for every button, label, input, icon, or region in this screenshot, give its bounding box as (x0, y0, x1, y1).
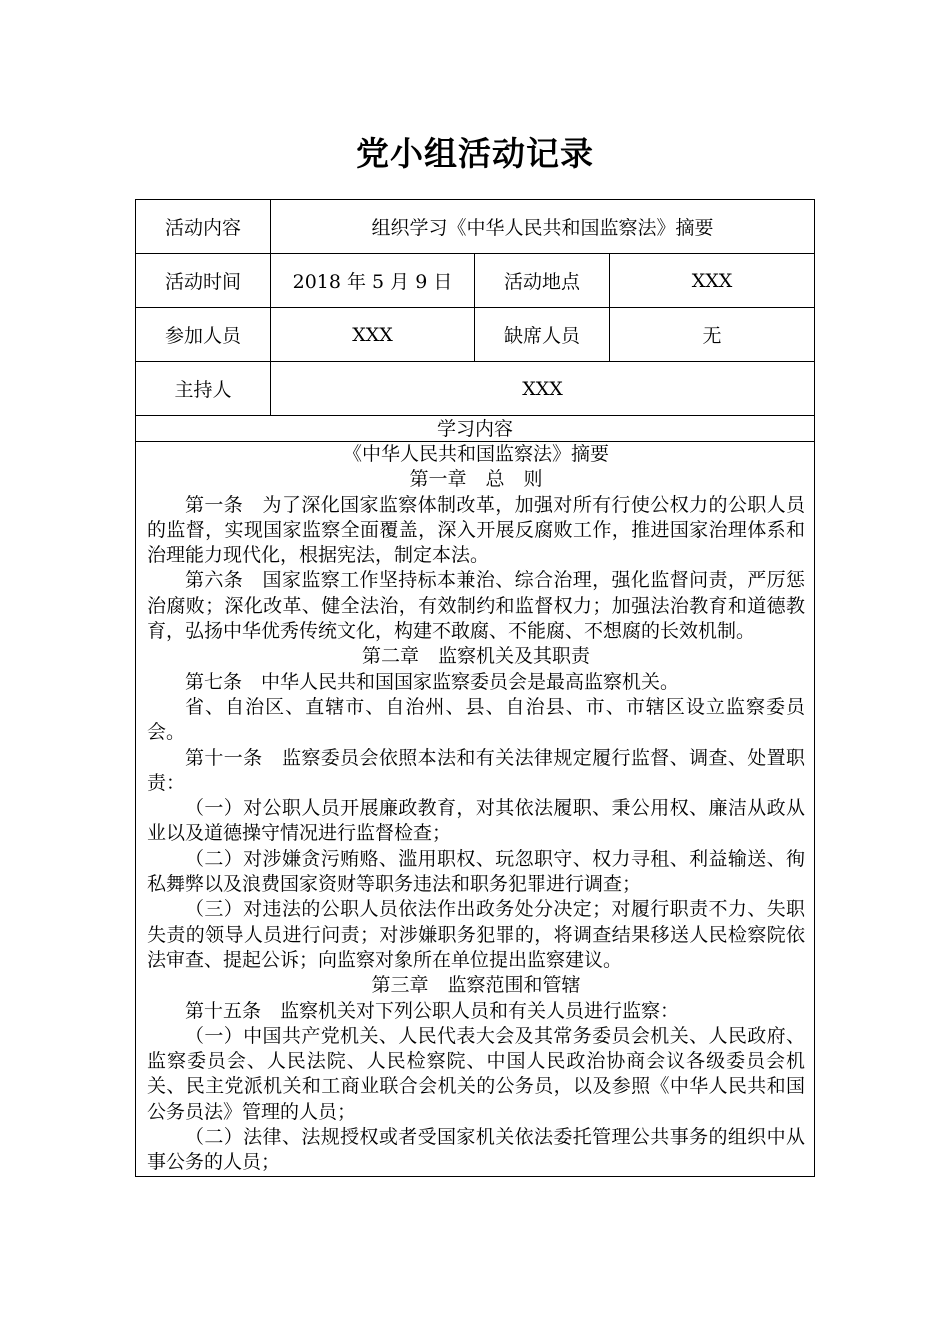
label-activity-place: 活动地点 (475, 254, 610, 308)
study-paragraph: （二）法律、法规授权或者受国家机关依法委托管理公共事务的组织中从事公务的人员； (147, 1126, 806, 1174)
study-paragraph: （一）中国共产党机关、人民代表大会及其常务委员会机关、人民政府、监察委员会、人民法院、人民检察院、中国人民政治协商会议各级委员会机关、民主党派机关和工商业联合会机关的公务员，以及参照《中华人民共和国公务员法》管理的人员； (147, 1024, 806, 1123)
row-activity-content (136, 200, 815, 254)
value-absent: 无 (610, 308, 815, 362)
row-attendees (136, 308, 815, 362)
study-content-header: 学习内容 (136, 416, 815, 442)
study-paragraph: 第十一条 监察委员会依照本法和有关法律规定履行监督、调查、处置职责： (147, 746, 806, 794)
activity-record-table (135, 199, 815, 1177)
value-activity-place: XXX (610, 254, 815, 308)
study-heading: 《中华人民共和国监察法》摘要 (343, 443, 610, 465)
value-activity-content: 组织学习《中华人民共和国监察法》摘要 (271, 200, 815, 254)
row-study-header (136, 416, 815, 442)
value-activity-time: 2018 年 5 月 9 日 (271, 254, 475, 308)
study-paragraph: 省、自治区、直辖市、自治州、县、自治县、市、市辖区设立监察委员会。 (147, 695, 806, 744)
row-activity-time (136, 254, 815, 308)
value-host: XXX (271, 362, 815, 416)
study-paragraph: （三）对违法的公职人员依法作出政务处分决定；对履行职责不力、失职失责的领导人员进行问责；对涉嫌职务犯罪的，将调查结果移送人民检察院依法审查、提起公诉；向监察对象所在单位提出监察建议。 (147, 898, 806, 971)
page-title: 党小组活动记录 (356, 134, 594, 173)
study-heading: 第一章 总 则 (409, 468, 543, 491)
study-paragraph: 第七条 中华人民共和国国家监察委员会是最高监察机关。 (185, 670, 680, 693)
study-paragraph: 第十五条 监察机关对下列公职人员和有关人员进行监察： (185, 999, 680, 1022)
label-activity-time: 活动时间 (136, 254, 271, 308)
label-absent: 缺席人员 (475, 308, 610, 362)
row-host (136, 362, 815, 416)
label-activity-content: 活动内容 (136, 200, 271, 254)
label-attendees: 参加人员 (136, 308, 271, 362)
study-paragraph: （一）对公职人员开展廉政教育，对其依法履职、秉公用权、廉洁从政从业以及道德操守情况进行监督检查； (147, 797, 806, 845)
study-paragraph: （二）对涉嫌贪污贿赂、滥用职权、玩忽职守、权力寻租、利益输送、徇私舞弊以及浪费国家资财等职务违法和职务犯罪进行调查； (147, 847, 806, 896)
study-heading: 第三章 监察范围和管辖 (371, 974, 581, 997)
study-heading: 第二章 监察机关及其职责 (362, 645, 591, 668)
study-paragraphs (147, 442, 805, 1176)
label-host: 主持人 (136, 362, 271, 416)
study-paragraph: 第一条 为了深化国家监察体制改革，加强对所有行使公权力的公职人员的监督，实现国家监察全面覆盖，深入开展反腐败工作，推进国家治理体系和治理能力现代化，根据宪法，制定本法。 (147, 493, 806, 567)
row-study-body (136, 442, 815, 1177)
value-attendees: XXX (271, 308, 475, 362)
study-paragraph: 第六条 国家监察工作坚持标本兼治、综合治理，强化监督问责，严厉惩治腐败；深化改革、健全法治，有效制约和监督权力；加强法治教育和道德教育，弘扬中华优秀传统文化，构建不敢腐、不能腐、不想腐的长效机制。 (147, 569, 806, 643)
study-content-body (136, 442, 815, 1177)
